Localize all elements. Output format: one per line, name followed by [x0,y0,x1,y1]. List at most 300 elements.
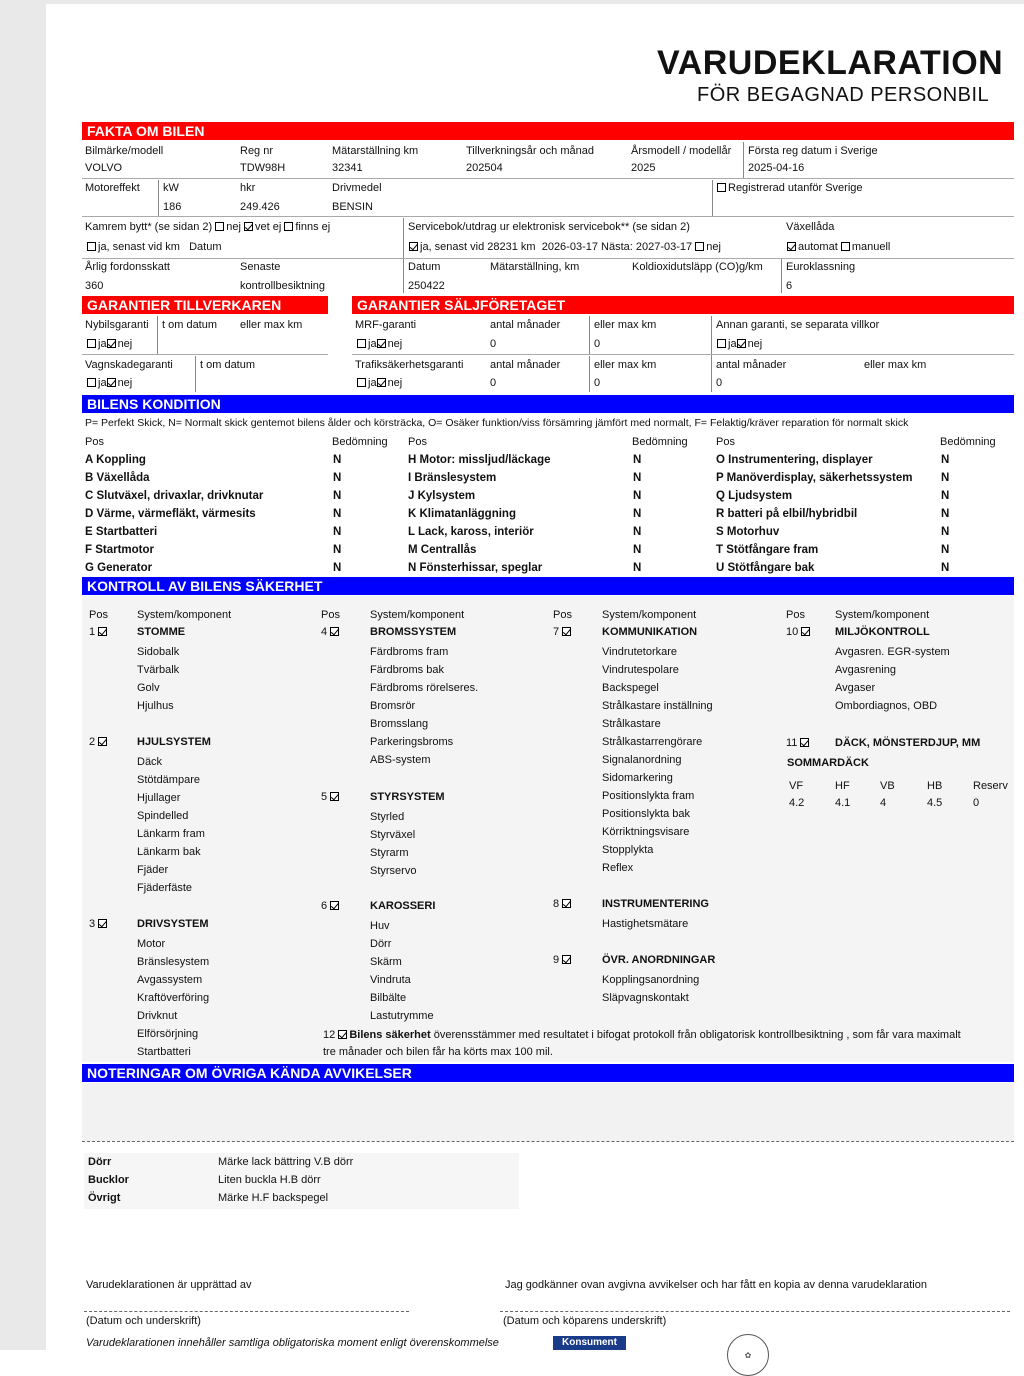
item12-checkbox[interactable] [338,1030,347,1039]
registrerad-utanfor-label: Registrerad utanför Sverige [728,182,863,194]
kontroll-component: Fjäder [137,864,169,876]
section-garantier-saljforetaget-heading: GARANTIER SÄLJFÖRETAGET [352,296,1014,314]
kontroll-component: Däck [137,756,163,768]
kamrem-nej-label: nej [226,221,241,233]
vagnskade-ja-checkbox[interactable] [87,378,96,387]
group-checkbox[interactable] [562,955,571,964]
nybil-ja-checkbox[interactable] [87,339,96,348]
kontroll-component: Färdbroms fram [370,646,449,658]
group-checkbox[interactable] [330,792,339,801]
vagnskade-label: Vagnskadegaranti [85,359,173,371]
note-label: Dörr [88,1156,112,1168]
konsument-logo: Konsument [553,1336,626,1350]
kondition-item-label: I Bränslesystem [408,472,497,484]
trafik-manader-value: 0 [490,377,497,389]
nybil-janej [87,339,132,350]
note-text: Märke lack bättring V.B dörr [218,1156,354,1168]
kondition-item-rating: N [941,472,950,484]
forsta-reg-value: 2025-04-16 [748,162,805,174]
annan-maxkm-label: eller max km [864,359,927,371]
kamrem-finnsej-label: finns ej [295,221,331,233]
bilmarke-value: VOLVO [85,162,123,174]
kontroll-component: Bromsslang [370,718,429,730]
kontroll-component: Länkarm bak [137,846,201,858]
trafik-janej [357,378,402,389]
kontroll-component: Strålkastare [602,718,661,730]
kondition-item-rating: N [941,562,950,574]
kontroll-group-number [553,899,573,910]
kw-value: 186 [163,201,182,213]
kamrem-finnsej-checkbox[interactable] [284,222,293,231]
trafik-km-value: 0 [594,377,601,389]
forsta-reg-label: Första reg datum i Sverige [748,145,878,157]
kontroll-component: Skärm [370,956,402,968]
vagnskade-ja-label: ja [98,377,107,389]
mrf-manader-value: 0 [490,338,497,350]
kontroll-component: Färdbroms rörelseres. [370,682,479,694]
kondition-item-label: J Kylsystem [408,490,476,502]
kontroll-component: Sidomarkering [602,772,673,784]
senaste-value: kontrollbesiktning [240,280,325,292]
kontroll-group-title: HJULSYSTEM [137,736,211,748]
kondition-item-rating: N [941,490,950,502]
kondition-item-label: U Stötfångare bak [716,562,815,574]
kontroll-group-title: KAROSSERI [370,900,436,912]
tire-header: HF [835,780,850,792]
section-garantier-tillverkaren-heading: GARANTIER TILLVERKAREN [82,296,328,314]
euroklass-value: 6 [786,280,793,292]
note-text: Liten buckla H.B dörr [218,1174,321,1186]
kontroll-group-title: BROMSSYSTEM [370,626,457,638]
kondition-item-rating: N [333,508,342,520]
nybil-nej-label: nej [117,338,133,350]
regnr-value: TDW98H [240,162,286,174]
annan-manader-label: antal månader [716,359,787,371]
document-title: VARUDEKLARATION [657,44,1004,82]
document-subtitle: FÖR BEGAGNAD PERSONBIL [697,84,990,106]
item12-number: 12 [323,1029,336,1041]
tire-depth-value: 4.2 [789,797,805,809]
kamrem-row [85,222,330,233]
kontroll-group-number [321,792,341,803]
matarstallning-label: Mätarställning km [332,145,419,157]
kontroll-component: Strålkastare inställning [602,700,713,712]
kontroll-component: Elförsörjning [137,1028,199,1040]
group-number: 4 [321,626,328,638]
group-checkbox[interactable] [98,919,107,928]
mrf-nej-checkbox[interactable] [377,339,386,348]
mrf-manader-label: antal månader [490,319,561,331]
kontroll-component: Motor [137,938,166,950]
matarstallning-value: 32341 [332,162,363,174]
kontroll-component: Kopplingsanordning [602,974,700,986]
kamrem-vetej-label: vet ej [254,221,282,233]
annan-manader-value: 0 [716,377,723,389]
mrf-ja-checkbox[interactable] [357,339,366,348]
kontroll-component: Golv [137,682,160,694]
kontroll-component: Hjullager [137,792,181,804]
trafik-nej-label: nej [387,377,403,389]
kondition-pos-header: Pos [716,436,735,448]
tillverkning-label: Tillverkningsår och månad [466,145,594,157]
tire-header: VF [789,780,804,792]
kondition-item-label: T Stötfångare fram [716,544,819,556]
kondition-item-label: N Fönsterhissar, speglar [408,562,543,574]
kontroll-component: Avgasrening [835,664,896,676]
vaxellada-label: Växellåda [786,221,835,233]
kondition-item-label: C Slutväxel, drivaxlar, drivknutar [85,490,264,502]
servicebok-ja-label: ja, senast vid 28231 km [420,241,536,253]
kontroll-system-header: System/komponent [370,609,465,621]
group-checkbox[interactable] [562,899,571,908]
group-number: 3 [89,918,96,930]
tire-header: HB [927,780,943,792]
koldioxid-label: Koldioxidutsläpp (CO)g/km [632,261,763,273]
group-number: 5 [321,791,328,803]
annan-label: Annan garanti, se separata villkor [716,319,880,331]
kondition-bedomning-header: Bedömning [632,436,688,448]
kontroll-component: Drivknut [137,1010,178,1022]
kontroll-pos-header: Pos [89,609,108,621]
kontroll-group-number [553,627,573,638]
mrf-ja-label: ja [368,338,377,350]
tire-header: VB [880,780,895,792]
kondition-item-rating: N [333,490,342,502]
servicebok-nej-label: nej [706,241,721,253]
kamrem-ja-label: ja, senast vid km [98,241,180,253]
kontroll-component: Dörr [370,938,392,950]
senaste-label: Senaste [240,261,281,273]
kondition-item-label: Q Ljudsystem [716,490,793,502]
kontroll-component: Styrarm [370,847,409,859]
kontroll-component: Styrväxel [370,829,416,841]
kontroll-group-title: DRIVSYSTEM [137,918,209,930]
group-checkbox[interactable] [98,737,107,746]
annan-janej [717,339,762,350]
noteringar-area[interactable] [82,1083,1014,1141]
kondition-item-rating: N [633,472,642,484]
section-kontroll-heading: KONTROLL AV BILENS SÄKERHET [82,577,1014,595]
group-number: 9 [553,954,560,966]
group-checkbox[interactable] [330,627,339,636]
nybil-tomdatum-label: t om datum [162,319,218,331]
datum-underskrift-label: (Datum och underskrift) [86,1315,201,1327]
skatt-label: Årlig fordonsskatt [85,261,170,273]
kontroll-component: Ombordiagnos, OBD [835,700,938,712]
vaxellada-row [787,242,890,253]
kontroll-component: Släpvagnskontakt [602,992,689,1004]
trafik-maxkm-label: eller max km [594,359,657,371]
drivmedel-label: Drivmedel [332,182,382,194]
seal-icon: ✿ [727,1334,769,1376]
item12-title: Bilens säkerhet [349,1029,431,1041]
kontroll-component: Fjäderfäste [137,882,193,894]
vaxellada-automat-label: automat [798,241,838,253]
kontroll-component: Positionslykta fram [602,790,695,802]
kondition-item-rating: N [633,454,642,466]
group-number: 2 [89,736,96,748]
trafik-label: Trafiksäkerhetsgaranti [355,359,464,371]
kontroll-component: Strålkastarrengörare [602,736,703,748]
group-checkbox[interactable] [562,627,571,636]
kontroll-component: Lastutrymme [370,1010,434,1022]
kondition-item-rating: N [941,526,950,538]
mrf-janej [357,339,402,350]
seller-signature-line[interactable] [84,1311,409,1312]
motoreffekt-label: Motoreffekt [85,182,140,194]
servicebok-label: Servicebok/utdrag ur elektronisk servicebok** (se sidan 2) [408,221,690,233]
kondition-item-rating: N [633,508,642,520]
regnr-label: Reg nr [240,145,274,157]
kondition-item-rating: N [333,454,342,466]
datum-value: 250422 [408,280,445,292]
kontroll-group-number [89,627,109,638]
kondition-item-label: G Generator [85,562,153,574]
kondition-item-label: A Koppling [85,454,146,466]
mrf-km-value: 0 [594,338,601,350]
servicebok-row [409,242,721,253]
kontroll-group-title: MILJÖKONTROLL [835,626,930,638]
vagnskade-janej [87,378,132,389]
tire-depth-value: 4 [880,797,887,809]
kondition-item-label: S Motorhuv [716,526,780,538]
note-label: Övrigt [88,1192,121,1204]
kondition-item-rating: N [333,562,342,574]
registrerad-utanfor-checkbox[interactable] [717,183,863,194]
vaxellada-manuell-label: manuell [851,241,891,253]
trafik-ja-label: ja [368,377,377,389]
kontroll-group-title: ÖVR. ANORDNINGAR [602,954,716,966]
tire-depth-value: 4.1 [835,797,851,809]
kondition-item-label: E Startbatteri [85,526,158,538]
kondition-item-rating: N [633,544,642,556]
kontroll-component: Färdbroms bak [370,664,444,676]
kondition-item-rating: N [941,508,950,520]
kondition-pos-header: Pos [408,436,427,448]
kontroll-component: Stötdämpare [137,774,200,786]
item12-row [323,1030,961,1041]
skatt-value: 360 [85,280,104,292]
mrf-label: MRF-garanti [355,319,417,331]
kamrem-vetej-checkbox[interactable] [244,222,253,231]
vagnskade-nej-checkbox[interactable] [107,378,116,387]
kontroll-group-title: STYRSYSTEM [370,791,445,803]
kontroll-component: Kraftöverföring [137,992,210,1004]
kondition-item-label: B Växellåda [85,472,150,484]
kondition-item-label: L Lack, kaross, interiör [408,526,534,538]
servicebok-nej-checkbox[interactable] [695,242,704,251]
annan-ja-label: ja [728,338,737,350]
item12-text: överensstämmer med resultatet i bifogat protokoll från obligatorisk kontrollbesiktning , som får vara maximalt [433,1029,961,1041]
hkr-label: hkr [240,182,256,194]
kontroll-component: Positionslykta bak [602,808,691,820]
kontroll-component: Avgasren. EGR-system [835,646,950,658]
tillverkning-value: 202504 [466,162,503,174]
trafik-manader-label: antal månader [490,359,561,371]
kontroll-component: Vindruta [370,974,411,986]
kondition-item-label: K Klimatanläggning [408,508,516,520]
euroklass-label: Euroklassning [786,261,856,273]
mrf-maxkm-label: eller max km [594,319,657,331]
trafik-nej-checkbox[interactable] [377,378,386,387]
kondition-item-label: H Motor: missljud/läckage [408,454,551,466]
servicebok-ja-checkbox[interactable] [409,242,418,251]
kontroll-component: Bränslesystem [137,956,210,968]
kontroll-component: Styrled [370,811,405,823]
kondition-item-rating: N [333,526,342,538]
group-number: 6 [321,900,328,912]
section-kondition-heading: BILENS KONDITION [82,395,1014,413]
note-label: Bucklor [88,1174,129,1186]
kontroll-component: Avgassystem [137,974,203,986]
group-number: 10 [786,626,799,638]
kondition-pos-header: Pos [85,436,104,448]
kontroll-component: Sidobalk [137,646,180,658]
kondition-item-label: P Manöverdisplay, säkerhetssystem [716,472,913,484]
kontroll-pos-header: Pos [553,609,572,621]
kontroll-component: Länkarm fram [137,828,205,840]
kontroll-component: Styrservo [370,865,417,877]
mrf-nej-label: nej [387,338,403,350]
kondition-bedomning-header: Bedömning [332,436,388,448]
kontroll-component: Reflex [602,862,634,874]
kondition-item-rating: N [633,490,642,502]
kontroll-component: Tvärbalk [137,664,180,676]
bilmarke-label: Bilmärke/modell [85,145,164,157]
servicebok-datum: 2026-03-17 [541,241,598,253]
kondition-item-rating: N [633,526,642,538]
kontroll-system-header: System/komponent [137,609,232,621]
checkbox-icon [717,183,726,192]
kamrem-label: Kamrem bytt* (se sidan 2) [85,221,213,233]
group-checkbox[interactable] [800,738,809,747]
kondition-item-label: O Instrumentering, displayer [716,454,873,466]
kontroll-group-number [786,738,811,749]
kondition-item-rating: N [633,562,642,574]
kontroll-component: Signalanordning [602,754,682,766]
nybil-nej-checkbox[interactable] [107,339,116,348]
servicebok-nasta: Nästa: 2027-03-17 [601,241,693,253]
vaxellada-manuell-checkbox[interactable] [841,242,850,251]
kontroll-component: Bromsrör [370,700,416,712]
kondition-item-label: M Centrallås [408,544,477,556]
kondition-legend: P= Perfekt Skick, N= Normalt skick gentemot bilens ålder och körsträcka, O= Osäker funktion/viss försämring jämfört med normalt, F= Felaktig/kräver reparation för normalt skick [85,417,909,429]
kontroll-group-number [321,901,341,912]
annan-ja-checkbox[interactable] [717,339,726,348]
kontroll-group-title: KOMMUNIKATION [602,626,698,638]
kontroll-component: Hastighetsmätare [602,918,689,930]
kondition-item-rating: N [333,544,342,556]
kontroll-component: Spindelled [137,810,189,822]
annan-nej-checkbox[interactable] [737,339,746,348]
sommardack-label: SOMMARDÄCK [787,757,869,769]
kontroll-component: Avgaser [835,682,876,694]
kontroll-component: Backspegel [602,682,659,694]
hkr-value: 249.426 [240,201,280,213]
nybil-label: Nybilsgaranti [85,319,149,331]
kontroll-component: Körriktningsvisare [602,826,690,838]
buyer-signature-line[interactable] [500,1311,1010,1312]
section-fakta-heading: FAKTA OM BILEN [82,122,1014,140]
footer-text: Varudeklarationen innehåller samtliga obligatoriska moment enligt överenskommelse [86,1337,499,1349]
arsmodell-value: 2025 [631,162,656,174]
kamrem-datum-label: Datum [189,241,222,253]
tire-header: Reserv [973,780,1008,792]
datum-kopare-label: (Datum och köparens underskrift) [503,1315,667,1327]
item12-text2: tre månader och bilen får ha körts max 100 mil. [323,1046,553,1058]
drivmedel-value: BENSIN [332,201,373,213]
kontroll-component: Vindrutetorkare [602,646,678,658]
group-checkbox[interactable] [801,627,810,636]
kamrem-nej-checkbox[interactable] [215,222,224,231]
kontroll-component: Stopplykta [602,844,654,856]
kamrem-ja-row [87,242,222,253]
tire-depth-value: 4.5 [927,797,943,809]
kondition-item-rating: N [941,454,950,466]
kontroll-system-header: System/komponent [835,609,930,621]
kontroll-group-number [321,627,341,638]
group-number: 7 [553,626,560,638]
group-number: 1 [89,626,96,638]
kontroll-group-number [89,737,109,748]
annan-nej-label: nej [747,338,763,350]
kontroll-group-title: STOMME [137,626,186,638]
upprattad-label: Varudeklarationen är upprättad av [86,1279,252,1291]
kontroll-component: ABS-system [370,754,431,766]
vagnskade-tomdatum-label: t om datum [200,359,256,371]
section-noteringar-heading: NOTERINGAR OM ÖVRIGA KÄNDA AVVIKELSER [82,1064,1014,1082]
note-text: Märke H.F backspegel [218,1192,329,1204]
kontroll-group-title: DÄCK, MÖNSTERDJUP, MM [835,737,981,749]
godkanner-label: Jag godkänner ovan avgivna avvikelser och har fått en kopia av denna varudeklaration [505,1279,927,1291]
kamrem-ja-checkbox[interactable] [87,242,96,251]
group-number: 11 [786,737,798,749]
kontroll-system-header: System/komponent [602,609,697,621]
kontroll-group-title: INSTRUMENTERING [602,898,709,910]
group-number: 8 [553,898,560,910]
vaxellada-automat-checkbox[interactable] [787,242,796,251]
kondition-bedomning-header: Bedömning [940,436,996,448]
kontroll-group-number [553,955,573,966]
kontroll-component: Bilbälte [370,992,407,1004]
kontroll-component: Vindrutespolare [602,664,679,676]
kontroll-pos-header: Pos [786,609,805,621]
kontroll-component: Hjulhus [137,700,174,712]
trafik-ja-checkbox[interactable] [357,378,366,387]
kontroll-group-number [89,919,109,930]
matarst2-label: Mätarställning, km [490,261,580,273]
datum-label: Datum [408,261,441,273]
nybil-ja-label: ja [98,338,107,350]
nybil-maxkm-label: eller max km [240,319,303,331]
kontroll-pos-header: Pos [321,609,340,621]
kondition-item-label: F Startmotor [85,544,154,556]
group-checkbox[interactable] [330,901,339,910]
kontroll-component: Huv [370,920,390,932]
kondition-item-label: D Värme, värmefläkt, värmesits [85,508,256,520]
vagnskade-nej-label: nej [117,377,133,389]
kontroll-component: Parkeringsbroms [370,736,454,748]
tire-depth-value: 0 [973,797,980,809]
arsmodell-label: Årsmodell / modellår [631,145,732,157]
kw-label: kW [163,182,179,194]
kondition-item-rating: N [333,472,342,484]
group-checkbox[interactable] [98,627,107,636]
kondition-item-rating: N [941,544,950,556]
kondition-item-label: R batteri på elbil/hybridbil [716,508,858,520]
kontroll-group-number [786,627,812,638]
kontroll-component: Startbatteri [137,1046,191,1058]
